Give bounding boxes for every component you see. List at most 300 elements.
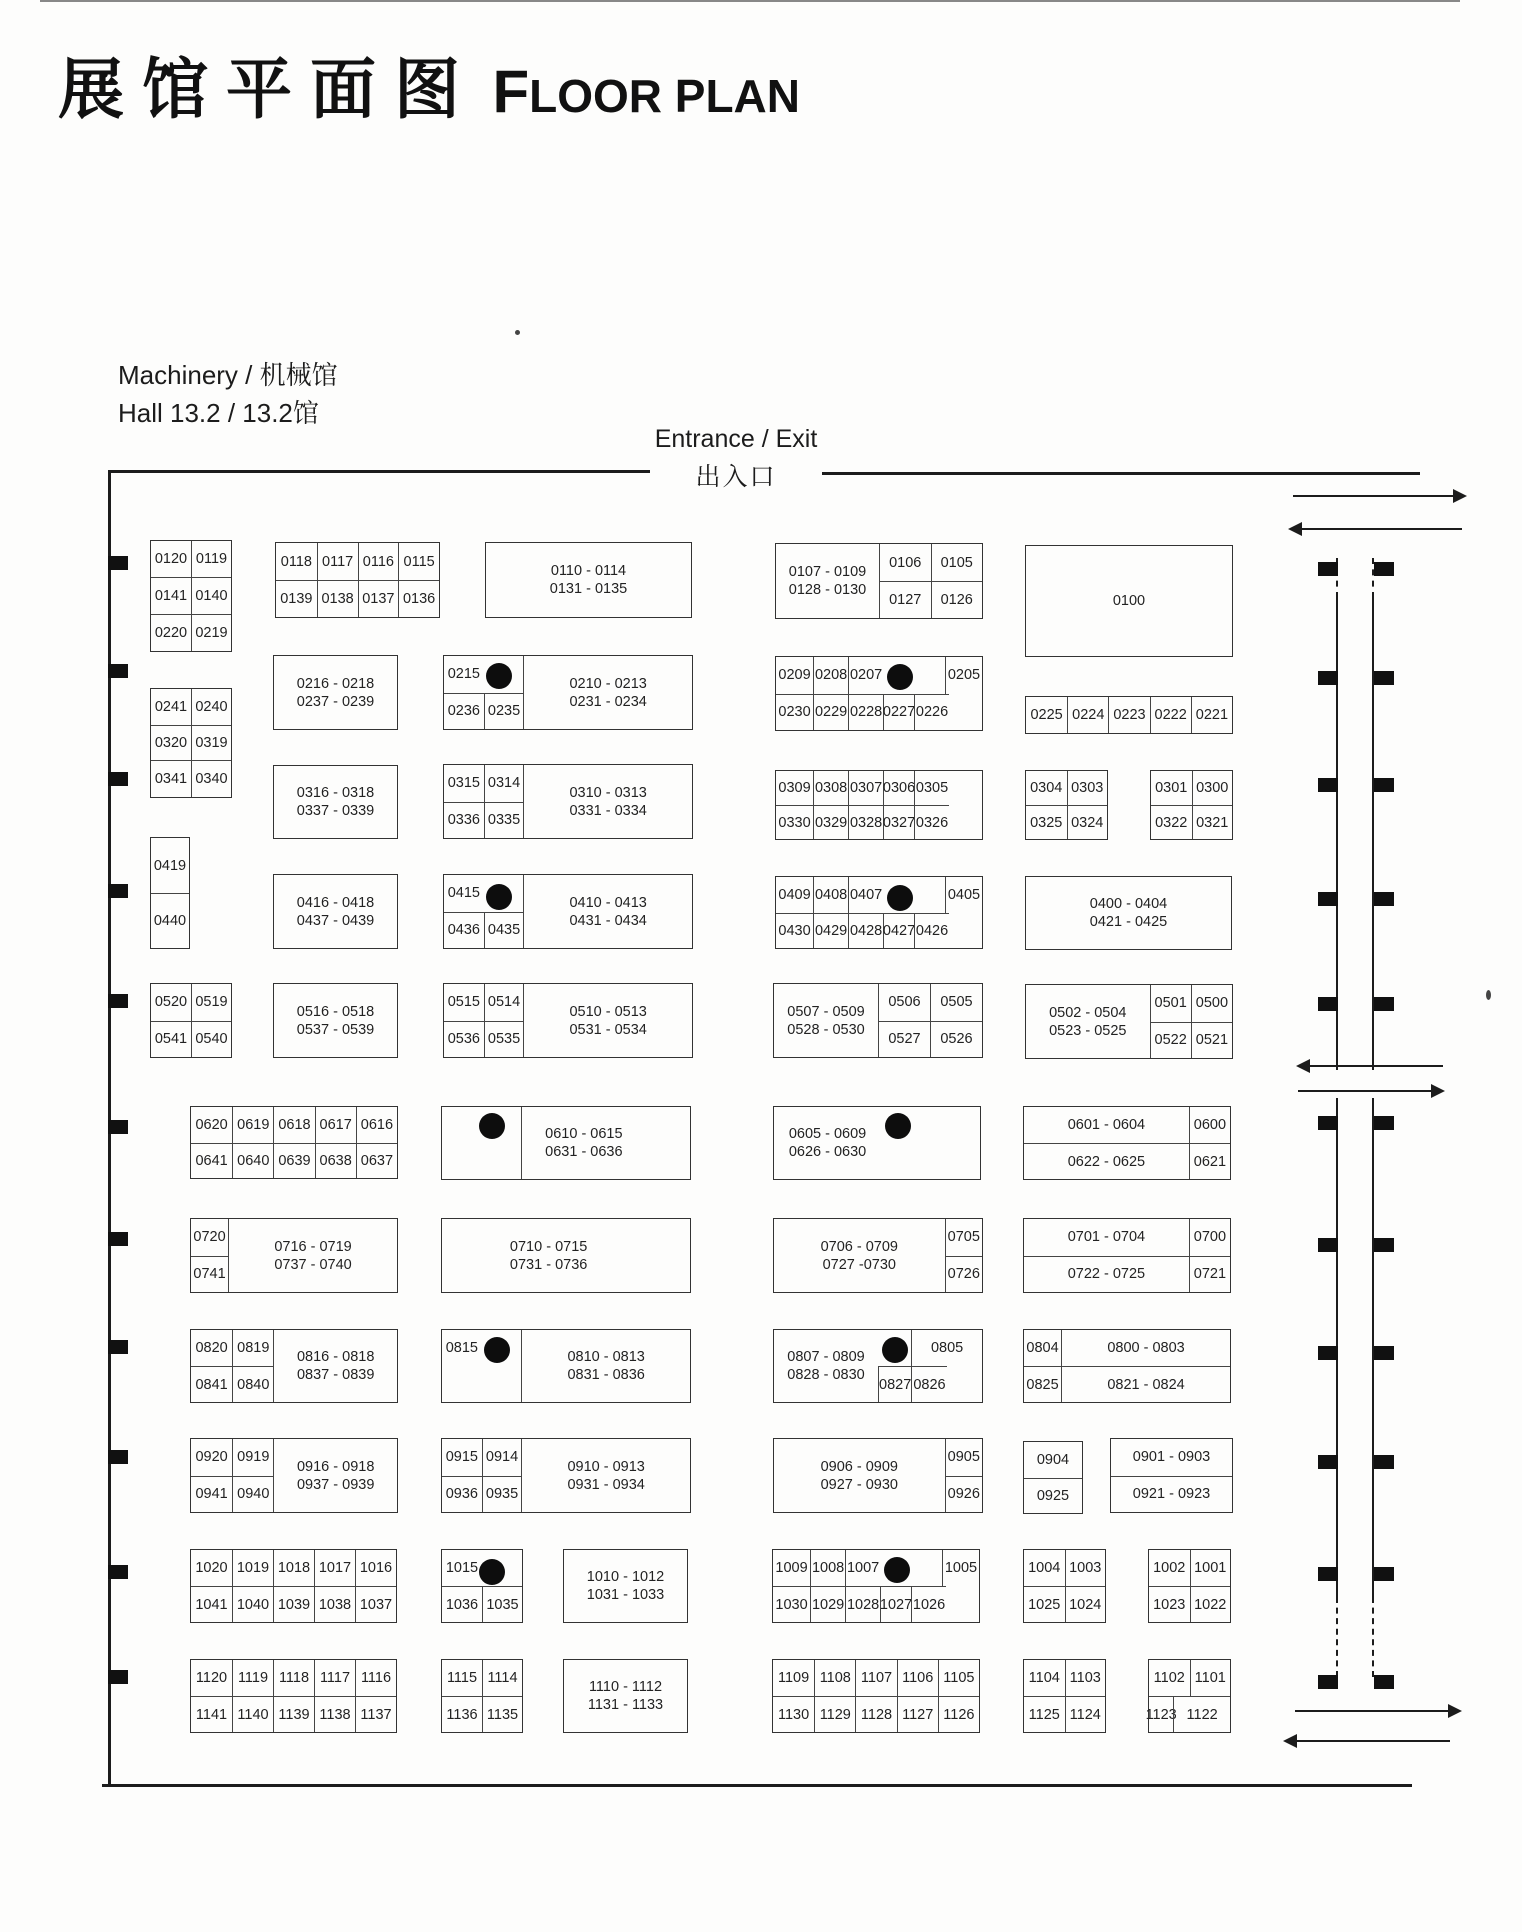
booth-number: 0335 (487, 812, 521, 829)
booth[interactable] (813, 805, 848, 839)
booth[interactable] (945, 877, 982, 913)
booth[interactable] (191, 577, 231, 613)
booth[interactable] (564, 1660, 687, 1732)
booth[interactable] (1189, 1256, 1230, 1293)
booth[interactable] (191, 984, 231, 1021)
booth-number: 0128 - 0130 (788, 582, 867, 598)
booth[interactable] (1067, 805, 1108, 839)
booth[interactable] (813, 877, 848, 913)
booth[interactable] (776, 877, 813, 913)
booth[interactable] (1067, 697, 1108, 733)
booth[interactable] (317, 543, 358, 580)
booth-number: 1022 (1194, 1596, 1227, 1613)
booth[interactable] (1149, 1550, 1190, 1586)
booth-number: 0205 (947, 667, 981, 684)
booth-number: 0804 (1026, 1340, 1059, 1356)
booth[interactable] (191, 614, 231, 651)
booth[interactable] (444, 984, 484, 1021)
booth[interactable] (1024, 1478, 1082, 1514)
booth[interactable] (848, 913, 883, 949)
booth[interactable] (1024, 1696, 1065, 1732)
booth[interactable] (878, 984, 930, 1021)
booth[interactable] (810, 1586, 845, 1622)
booth[interactable] (1026, 697, 1067, 733)
booth[interactable] (1026, 877, 1231, 949)
booth[interactable] (848, 877, 883, 913)
booth-block (773, 1329, 983, 1403)
booth-number: 0631 - 0636 (545, 1144, 623, 1160)
booth[interactable] (273, 1660, 314, 1696)
booth-number: 0320 (154, 734, 188, 751)
booth[interactable] (1191, 697, 1232, 733)
booth-number: 0136 (402, 591, 436, 607)
booth[interactable] (1192, 771, 1233, 805)
booth[interactable] (191, 1696, 232, 1732)
booth[interactable] (810, 1550, 845, 1586)
booth[interactable] (442, 1550, 482, 1586)
booth[interactable] (776, 657, 813, 694)
booth-number: 0914 (485, 1449, 519, 1466)
booth-number: 1005 (944, 1560, 978, 1576)
booth[interactable] (1151, 771, 1192, 805)
booth[interactable] (1150, 985, 1191, 1022)
booth[interactable] (191, 725, 231, 761)
booth[interactable] (776, 913, 813, 949)
booth[interactable] (1189, 1143, 1230, 1179)
booth[interactable] (191, 689, 231, 725)
booth[interactable] (273, 1439, 397, 1512)
booth[interactable] (442, 1476, 482, 1513)
booth[interactable] (1065, 1550, 1106, 1586)
booth[interactable] (442, 1586, 482, 1622)
booth[interactable] (523, 656, 692, 729)
booth-number: 1127 (902, 1706, 934, 1723)
booth[interactable] (232, 1696, 273, 1732)
booth[interactable] (151, 541, 191, 577)
booth-number: 1128 (860, 1706, 893, 1723)
booth[interactable] (776, 694, 813, 731)
booth[interactable] (938, 1696, 979, 1732)
booth-number: 1023 (1153, 1596, 1186, 1613)
booth[interactable] (945, 1476, 982, 1513)
booth[interactable] (273, 1107, 314, 1143)
booth[interactable] (151, 689, 191, 725)
booth[interactable] (1026, 985, 1150, 1058)
booth[interactable] (191, 1439, 232, 1476)
booth[interactable] (1065, 1660, 1106, 1696)
booth[interactable] (883, 913, 914, 949)
booth[interactable] (1191, 985, 1232, 1022)
booth[interactable] (314, 1550, 355, 1586)
booth[interactable] (1024, 1256, 1189, 1293)
corridor-line-left-top (1336, 596, 1338, 1058)
booth[interactable] (151, 893, 189, 948)
booth[interactable] (523, 765, 692, 838)
pillar-dot (479, 1113, 505, 1139)
booth[interactable] (1024, 1442, 1082, 1478)
booth[interactable] (855, 1696, 896, 1732)
booth[interactable] (276, 580, 317, 617)
pillar-dot (882, 1337, 908, 1363)
booth[interactable] (355, 1696, 396, 1732)
booth[interactable] (444, 802, 484, 839)
booth[interactable] (776, 544, 879, 618)
booth[interactable] (814, 1696, 855, 1732)
booth[interactable] (942, 1550, 979, 1586)
booth[interactable] (1024, 1107, 1189, 1143)
booth[interactable] (897, 1696, 938, 1732)
booth-number: 0215 (447, 666, 480, 683)
booth[interactable] (774, 1107, 881, 1179)
booth-number: 0639 (278, 1152, 311, 1169)
booth[interactable] (911, 1330, 982, 1366)
booth[interactable] (911, 1366, 946, 1402)
booth[interactable] (813, 694, 848, 731)
booth-number: 0237 - 0239 (296, 693, 375, 710)
booth[interactable] (484, 1021, 524, 1058)
booth[interactable] (1145, 1696, 1177, 1732)
booth[interactable] (1189, 1219, 1230, 1256)
booth[interactable] (1024, 1586, 1065, 1622)
booth[interactable] (356, 1143, 397, 1179)
booth[interactable] (355, 1586, 396, 1622)
booth-number: 0820 (195, 1340, 228, 1356)
booth-number: 1136 (446, 1706, 478, 1723)
booth[interactable] (232, 1586, 273, 1622)
booth[interactable] (1190, 1660, 1231, 1696)
booth[interactable] (1024, 1660, 1065, 1696)
booth[interactable] (482, 1586, 522, 1622)
booth-number: 0731 - 0736 (509, 1256, 588, 1273)
booth[interactable] (191, 1586, 232, 1622)
corridor-marker (1374, 1675, 1394, 1689)
booth[interactable] (774, 1219, 945, 1292)
booth[interactable] (1190, 1586, 1231, 1622)
booth[interactable] (482, 1476, 522, 1513)
booth[interactable] (273, 1143, 314, 1179)
booth-block (150, 540, 232, 652)
booth-number: 0329 (814, 814, 848, 831)
booth[interactable] (883, 805, 914, 839)
booth[interactable] (813, 657, 848, 694)
booth[interactable] (273, 1550, 314, 1586)
booth[interactable] (1108, 697, 1149, 733)
booth[interactable] (897, 1660, 938, 1696)
booth[interactable] (273, 1696, 314, 1732)
booth-block (1025, 696, 1233, 734)
booth[interactable] (774, 1330, 878, 1402)
booth[interactable] (878, 1366, 911, 1402)
booth[interactable] (317, 580, 358, 617)
booth[interactable] (274, 656, 397, 729)
booth[interactable] (914, 913, 949, 949)
booth-number: 0904 (1036, 1451, 1070, 1468)
booth-number: 0307 (849, 780, 883, 796)
booth[interactable] (232, 1366, 273, 1402)
booth-number: 0915 (445, 1449, 478, 1466)
booth[interactable] (855, 1660, 896, 1696)
booth[interactable] (276, 543, 317, 580)
booth[interactable] (273, 1330, 397, 1402)
booth[interactable] (151, 1021, 191, 1058)
booth[interactable] (315, 1107, 356, 1143)
booth[interactable] (521, 1107, 645, 1179)
booth-number: 0227 (882, 704, 916, 721)
booth[interactable] (151, 614, 191, 651)
booth[interactable] (191, 1660, 232, 1696)
booth[interactable] (398, 543, 439, 580)
booth-number: 0840 (237, 1376, 270, 1393)
booth[interactable] (444, 912, 484, 949)
top-wall-right (822, 472, 1420, 475)
booth[interactable] (232, 1330, 273, 1366)
booth[interactable] (232, 1439, 273, 1476)
booth-number: 0722 - 0725 (1067, 1266, 1146, 1283)
booth[interactable] (442, 1660, 482, 1696)
booth[interactable] (1111, 1476, 1232, 1513)
booth[interactable] (442, 1696, 482, 1732)
booth[interactable] (521, 1439, 690, 1512)
booth[interactable] (398, 580, 439, 617)
booth[interactable] (1111, 1439, 1232, 1476)
booth[interactable] (1150, 697, 1191, 733)
booth[interactable] (911, 1586, 946, 1622)
booth[interactable] (232, 1660, 273, 1696)
booth[interactable] (930, 1021, 982, 1058)
booth[interactable] (151, 577, 191, 613)
booth[interactable] (773, 1696, 814, 1732)
booth[interactable] (845, 1550, 880, 1586)
corridor-arrow-left-bottom (1285, 1740, 1450, 1742)
booth[interactable] (1061, 1330, 1230, 1366)
booth-number: 0826 (913, 1376, 946, 1393)
booth[interactable] (813, 771, 848, 805)
booth[interactable] (1190, 1550, 1231, 1586)
booth[interactable] (848, 694, 883, 731)
booth[interactable] (1065, 1586, 1106, 1622)
booth[interactable] (1189, 1107, 1230, 1143)
booth[interactable] (274, 875, 397, 948)
booth[interactable] (848, 771, 883, 805)
booth[interactable] (879, 581, 931, 618)
booth[interactable] (814, 1660, 855, 1696)
booth[interactable] (1024, 1366, 1061, 1402)
booth[interactable] (191, 541, 231, 577)
booth[interactable] (945, 1256, 982, 1293)
booth[interactable] (773, 1550, 810, 1586)
booth-number: 0303 (1071, 780, 1104, 796)
booth[interactable] (191, 760, 231, 797)
booth[interactable] (883, 694, 914, 731)
booth[interactable] (191, 1143, 232, 1179)
booth-number: 1007 (846, 1560, 880, 1576)
booth[interactable] (1067, 771, 1108, 805)
booth[interactable] (1191, 1022, 1232, 1059)
booth-number: 0308 (814, 780, 848, 796)
booth[interactable] (774, 984, 878, 1057)
booth[interactable] (1151, 805, 1192, 839)
booth[interactable] (314, 1660, 355, 1696)
corridor-arrow-left-top (1290, 528, 1462, 530)
booth[interactable] (776, 805, 813, 839)
booth[interactable] (191, 1107, 232, 1143)
booth[interactable] (931, 581, 983, 618)
booth[interactable] (1024, 1219, 1189, 1256)
booth-number: 0505 (940, 994, 973, 1011)
booth-number: 1040 (236, 1596, 270, 1613)
booth-number: 0139 (280, 591, 313, 607)
booth[interactable] (914, 805, 949, 839)
booth[interactable] (482, 1660, 522, 1696)
booth[interactable] (482, 1696, 522, 1732)
booth[interactable] (191, 1330, 232, 1366)
corridor-end-left-bottom (1336, 1098, 1338, 1112)
booth[interactable] (151, 725, 191, 761)
booth[interactable] (945, 657, 982, 694)
booth-number: 0519 (195, 994, 228, 1011)
booth-number: 0807 - 0809 (787, 1349, 865, 1365)
booth[interactable] (273, 1586, 314, 1622)
booth[interactable] (484, 693, 524, 730)
booth[interactable] (484, 984, 524, 1021)
booth[interactable] (444, 1021, 484, 1058)
booth[interactable] (1026, 771, 1067, 805)
booth-number: 0235 (487, 703, 521, 720)
booth[interactable] (914, 771, 949, 805)
corridor-end-left-top (1336, 1058, 1338, 1070)
booth[interactable] (358, 580, 399, 617)
booth[interactable] (1065, 1696, 1106, 1732)
booth[interactable] (848, 657, 883, 694)
booth-number: 0216 - 0218 (296, 675, 375, 692)
booth[interactable] (484, 802, 524, 839)
booth[interactable] (191, 1021, 231, 1058)
booth[interactable] (813, 913, 848, 949)
corridor-marker (1374, 997, 1394, 1011)
booth-block (773, 1106, 981, 1180)
booth[interactable] (774, 1439, 945, 1512)
booth[interactable] (773, 1586, 810, 1622)
booth-number: 1117 (319, 1670, 351, 1686)
pillar-dot (486, 663, 512, 689)
booth[interactable] (776, 771, 813, 805)
booth[interactable] (1024, 1330, 1061, 1366)
booth-number: 0314 (487, 775, 521, 792)
booth[interactable] (442, 1219, 655, 1292)
booth[interactable] (444, 656, 484, 693)
booth[interactable] (945, 1219, 982, 1256)
booth[interactable] (442, 1330, 482, 1366)
booth-block (443, 655, 693, 730)
booth[interactable] (1024, 1550, 1065, 1586)
booth[interactable] (356, 1107, 397, 1143)
booth[interactable] (486, 543, 691, 617)
booth-block (1023, 1659, 1106, 1733)
booth[interactable] (914, 694, 949, 731)
booth[interactable] (151, 760, 191, 797)
booth[interactable] (151, 838, 189, 893)
booth[interactable] (274, 766, 397, 838)
booth[interactable] (1192, 805, 1233, 839)
booth[interactable] (883, 771, 914, 805)
booth[interactable] (355, 1660, 396, 1696)
booth[interactable] (930, 984, 982, 1021)
booth[interactable] (1061, 1366, 1230, 1402)
booth[interactable] (191, 1476, 232, 1513)
booth[interactable] (1026, 546, 1232, 656)
booth-number: 0118 (280, 553, 312, 570)
booth[interactable] (484, 765, 524, 802)
booth[interactable] (879, 544, 931, 581)
booth-number: 1001 (1194, 1560, 1227, 1576)
booth[interactable] (232, 1143, 273, 1179)
booth[interactable] (274, 984, 397, 1057)
booth[interactable] (945, 1439, 982, 1476)
booth[interactable] (444, 693, 484, 730)
booth[interactable] (523, 984, 692, 1057)
booth[interactable] (938, 1660, 979, 1696)
booth-block (563, 1659, 688, 1733)
booth-block (1025, 984, 1233, 1059)
booth[interactable] (1173, 1696, 1230, 1732)
wall-marker (108, 1670, 128, 1684)
booth[interactable] (773, 1660, 814, 1696)
booth[interactable] (878, 1021, 930, 1058)
booth[interactable] (880, 1586, 911, 1622)
booth[interactable] (228, 1219, 397, 1292)
booth[interactable] (845, 1586, 880, 1622)
booth[interactable] (564, 1550, 687, 1622)
booth[interactable] (848, 805, 883, 839)
booth-number: 0821 - 0824 (1107, 1376, 1185, 1393)
entrance-label (650, 420, 822, 496)
booth[interactable] (444, 875, 484, 912)
booth-number: 1101 (1194, 1670, 1226, 1686)
corridor-marker (1318, 1238, 1338, 1252)
booth[interactable] (523, 875, 692, 948)
booth[interactable] (1149, 1660, 1190, 1696)
booth[interactable] (232, 1476, 273, 1513)
booth[interactable] (1150, 1022, 1191, 1059)
corridor-marker (1318, 1346, 1338, 1360)
booth[interactable] (315, 1143, 356, 1179)
booth[interactable] (442, 1439, 482, 1476)
booth[interactable] (314, 1586, 355, 1622)
booth[interactable] (931, 544, 983, 581)
booth-number: 0637 (360, 1152, 394, 1169)
booth[interactable] (314, 1696, 355, 1732)
booth[interactable] (1026, 805, 1067, 839)
booth[interactable] (232, 1550, 273, 1586)
booth[interactable] (1024, 1143, 1189, 1179)
booth-number: 0140 (195, 587, 228, 604)
booth[interactable] (358, 543, 399, 580)
booth[interactable] (1149, 1586, 1190, 1622)
booth-block (1023, 1329, 1231, 1403)
booth[interactable] (355, 1550, 396, 1586)
booth[interactable] (191, 1256, 228, 1293)
booth[interactable] (232, 1107, 273, 1143)
booth[interactable] (191, 1366, 232, 1402)
booth[interactable] (521, 1330, 690, 1402)
booth[interactable] (482, 1439, 522, 1476)
booth[interactable] (191, 1550, 232, 1586)
booth[interactable] (191, 1219, 228, 1256)
booth[interactable] (484, 912, 524, 949)
booth[interactable] (151, 984, 191, 1021)
booth[interactable] (444, 765, 484, 802)
booth-number: 0310 - 0313 (569, 784, 647, 801)
